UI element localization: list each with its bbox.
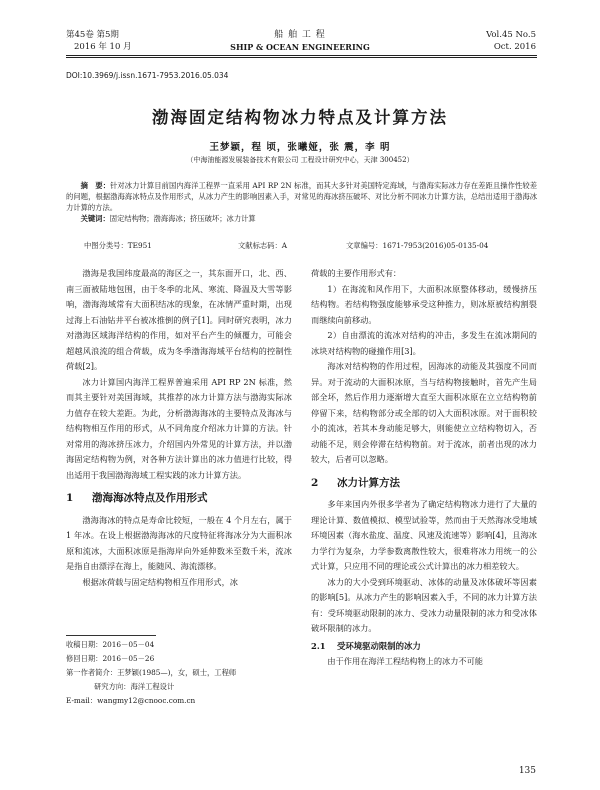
journal-issue: 第45卷 第5期: [66, 30, 119, 40]
authors: 王梦颖，程 顷，张曦娅，张 震，李 明: [209, 142, 391, 153]
abstract-body: [66, 180, 537, 213]
keywords: [66, 213, 537, 224]
left-para-1: 渤海是我国纬度最高的海区之一，其东面开口，北、西、南三面被陆地包围，由于冬季的北风、寒流、降温及大雪等影响，渤海海域常有大面积结冰的现象，在冰情严重时期，出现过海上石油钻井平台被冰推倒的例子[1]。同时研究表明，冰力对渤海区域海洋结构的作用，如对平台产生的倾覆力，可能会超越风浪流的组合荷载，成为冬季渤海海域平台结构的控制性荷载[2]。: [66, 268, 292, 371]
clc-number: 中图分类号：TE951: [84, 241, 152, 250]
journal-date: 2016 年 10 月: [74, 42, 132, 52]
received-date: 收稿日期：2016－05－04: [66, 640, 155, 649]
abstract: [66, 180, 537, 224]
revised-date: 修回日期：2016－05－26: [66, 654, 155, 663]
journal-name-en: SHIP & OCEAN ENGINEERING: [230, 42, 370, 52]
abstract-text: 针对冰力计算目前国内海洋工程界一直采用 API RP 2N 标准，而其大多针对美国特定海域，与渤海实际冰力存在差距且操作性较差的问题，根据渤海海冰特点及作用形式，从冰力产生的影响因素入手，对常见的海冰挤压破坏、对比分析不同冰力计算方法，总结出适用于渤海冰力计算的方法。: [66, 181, 537, 212]
footnote: [66, 638, 292, 708]
right-column: [311, 266, 537, 670]
doi: DOI:10.3969/j.issn.1671-7953.2016.05.034: [66, 71, 229, 80]
right-para-2: 1）在海流和风作用下，大面积冰原整体移动，缓慢挤压结构物。若结构物强度能够承受这种推力，则冰原被结构割裂而继续向前移动。: [311, 283, 537, 325]
header-rule-top: [66, 55, 537, 56]
section-1-heading: [66, 491, 292, 507]
journal-volume: Vol.45 No.5: [486, 30, 536, 40]
right-para-4: 海冰对结构物的作用过程，因海冰的动能及其强度不同而异。对于流动的大面积冰原，当与结构物接触时，首先产生局部全坏，然后作用力逐渐增大直至大面积冰原在立立结构物前停留下来，结构物部分或全部的切入大面积冰原。对于面积较小的流冰，若其本身动能足够大，则能使立立结构物切入，否动能不足，则会停滞在结构物前。对于流冰，前者出现的冰力较大，后者可以忽略。: [311, 361, 537, 464]
right-para-6: 冰力的大小受到环境驱动、冰体的动量及冰体破坏等因素的影响[5]。从冰力产生的影响因素入手，不同的冰力计算方法有：受环境驱动限制的冰力、受冰力动量限制的冰力和受冰体破坏限制的冰力。: [311, 576, 537, 633]
first-author: 第一作者简介：王梦颖(1985—)，女，硕士，工程师: [66, 668, 237, 677]
header-rule-bottom: [66, 57, 537, 58]
subsection-2-1-title: 受环境驱动限制的冰力: [337, 640, 421, 651]
journal-name: 船 舶 工 程: [274, 30, 326, 40]
left-para-4: 根据冰荷载与固定结构物相互作用形式，冰: [82, 576, 238, 587]
section-1-number: 1: [66, 492, 74, 504]
document-code: 文献标志码：A: [238, 241, 288, 250]
section-2-title: 冰力计算方法: [337, 476, 400, 489]
article-number: 文章编号：1671-7953(2016)05-0135-04: [346, 241, 489, 250]
abstract-label: 摘 要：: [80, 181, 111, 190]
right-para-1: 荷载的主要作用形式有：: [311, 268, 402, 278]
journal-month: Oct. 2016: [493, 42, 536, 52]
left-column: [66, 266, 292, 590]
section-2-number: 2: [311, 476, 319, 489]
section-1-title: 渤海海冰特点及作用形式: [92, 492, 208, 504]
subsection-2-1-heading: [311, 639, 537, 655]
right-para-3: 2）自由漂流的流冰对结构的冲击，多发生在流冰期间的冰块对结构物的碰撞作用[3]。: [311, 330, 537, 356]
keywords-text: 固定结构物；渤海海冰；挤压破坏；冰力计算: [109, 214, 256, 223]
left-para-3: 渤海海冰的特点是寿命比较短，一般在 4 个月左右，属于 1 年冰。在设上根据渤海海冰的尺度特征将海冰分为大面积冰原和流冰，大面积冰原是指海岸向外延伸数米至数千米，流冰是指自由漂浮在海上，能随风、海流漂移。: [66, 514, 292, 571]
left-para-2: 冰力计算国内海洋工程界普遍采用 API RP 2N 标准，然而其主要针对美国海域，其推荐的冰力计算方法与渤海实际冰力值存在较大差距。为此，分析渤海海冰的主要特点及海冰与结构物相互作用的形式，从不同角度介绍冰力计算的方法。针对常用的海冰挤压冰力，介绍国内外常见的计算方法，并以渤海固定结构物为例，对各种方法计算出的冰力值进行比较，得出适用于我国渤海海域工程实践的冰力计算方法。: [66, 376, 292, 480]
affiliation: （中海油能源发展装备技术有限公司 工程设计研究中心，天津 300452）: [186, 156, 414, 164]
author-email: E-mail：wangmy12@cnooc.com.cn: [66, 696, 196, 705]
page-number: 135: [518, 766, 536, 776]
subsection-2-1-number: 2.1: [311, 640, 326, 651]
footnote-rule: [66, 635, 156, 636]
right-para-7: 由于作用在海洋工程结构物上的冰力不可能: [327, 656, 483, 666]
paper-title: 渤海固定结构物冰力特点及计算方法: [152, 108, 448, 127]
research-direction: 研究方向：海洋工程设计: [94, 682, 175, 691]
right-para-5: 多年来国内外很多学者为了确定结构物冰力进行了大量的理论计算、数值模拟、模型试验等，然而由于天然海冰受地域环境因素（海水盐度、温度、风速及流速等）影响[4]，且海冰力学行为复杂，力学参数离散性较大，很难将冰力用统一的公式计算，只应用不同的理论或公式计算出的冰力相差较大。: [311, 499, 537, 571]
keywords-label: 关键词：: [80, 214, 110, 223]
section-2-heading: [311, 476, 537, 492]
